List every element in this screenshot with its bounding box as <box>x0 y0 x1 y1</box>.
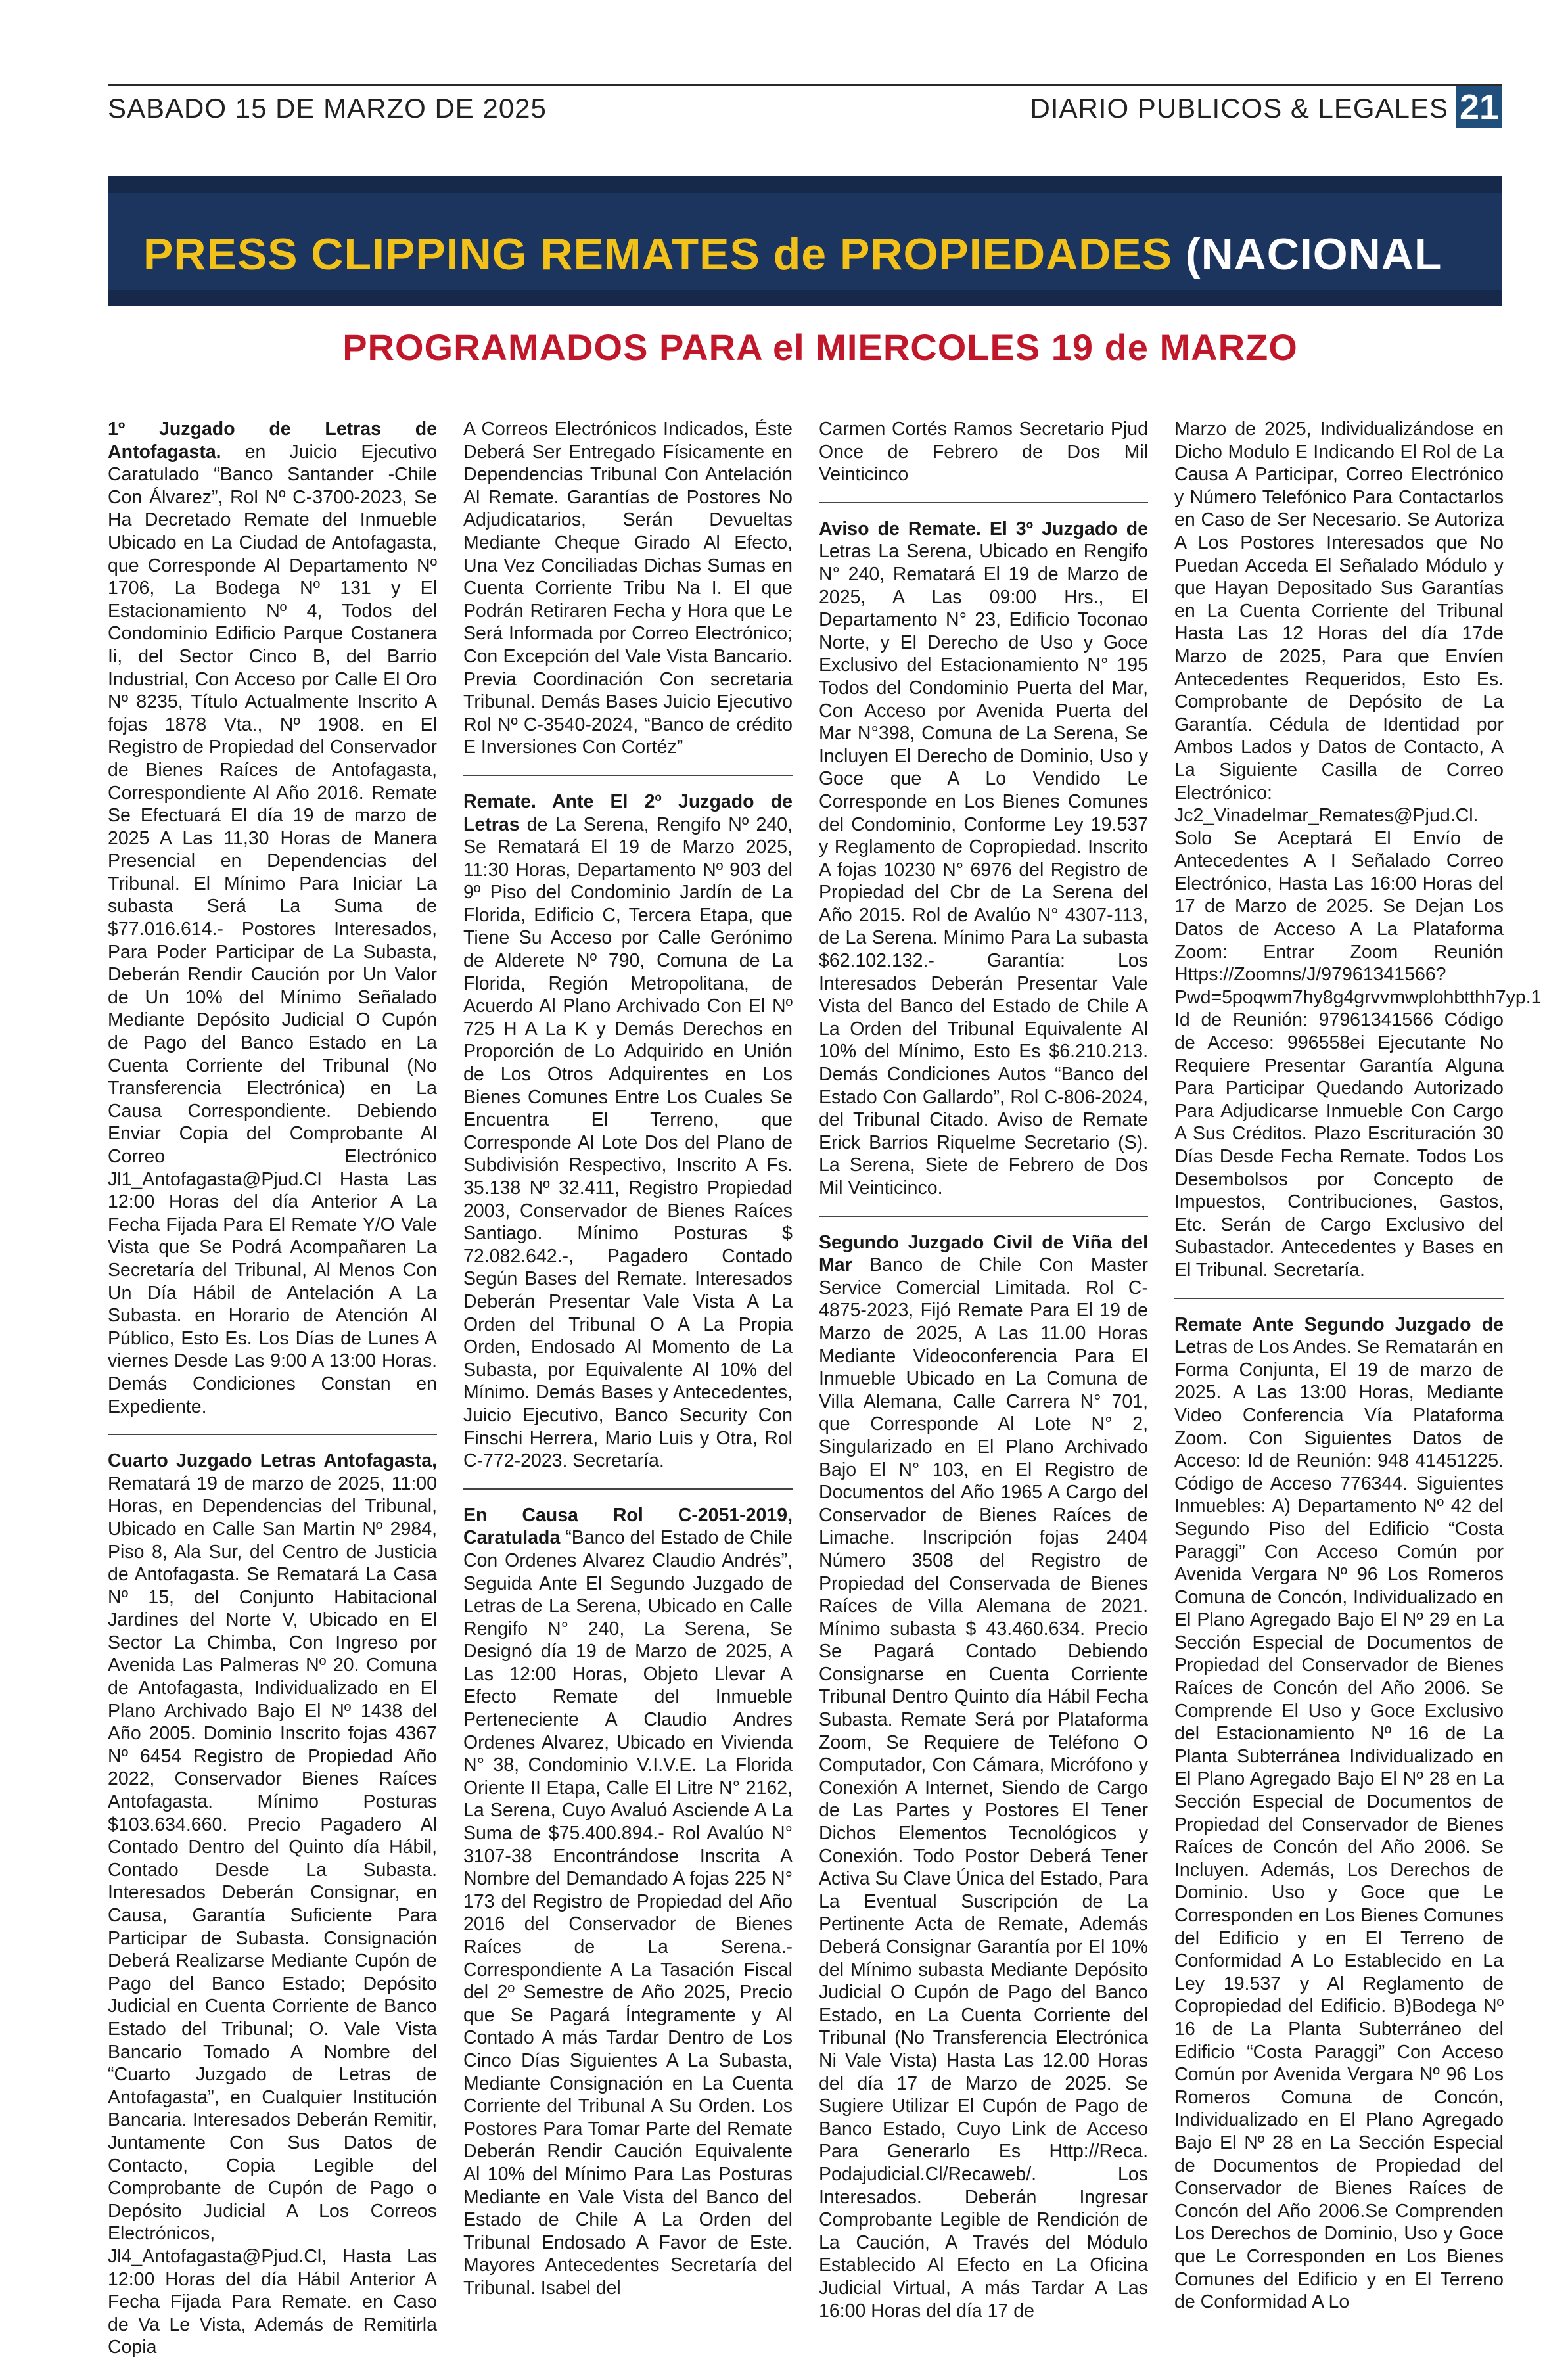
notice-body: de La Serena, Rengifo Nº 240, Se Rematará El 19 de Marzo 2025, 11:30 Horas, Departamento Nº 903 del 9º Piso del Condominio Jardín de La Florida, Edificio C, Tercera Etapa, que Tiene Su Acceso por Calle Gerónimo de Alderete Nº 790, Comuna de La Florida, Región Metropolitana, de Acuerdo Al Plano Archivado Con El Nº 725 H A La K y Demás Derechos en Proporción de Lo Adquirido en Unión de Los Otros Adquirentes en Los Bienes Comunes Entre Los Cuales Se Encuentra El Terreno, que Corresponde Al Lote Dos del Plano de Subdivisión Respectivo, Inscrito A Fs. 35.138 Nº 32.411, Registro Propiedad 2003, Conservador de Bienes Raíces Santiago. Mínimo Posturas $ 72.082.642.-, Pagadero Contado Según Bases del Remate. Interesados Deberán Presentar Vale Vista A La Orden del Tribunal O A La Propia Orden, Endosado Al Momento de La Subasta, por Equivalente Al 10% del Mínimo. Demás Bases y Antecedentes, Juicio Ejecutivo, Banco Security Con Finschi Herrera, Mario Luis y Otra, Rol C-772-2023. Secretaría. <box>463 813 793 1472</box>
notice-body: Rematará 19 de marzo de 2025, 11:00 Horas, en Dependencias del Tribunal, Ubicado en Calle San Martin Nº 2984, Piso 8, Ala Sur, del Centro de Justicia de Antofagasta. Se Rematará La Casa Nº 15, del Conjunto Habitacional Jardines del Norte V, Ubicado en El Sector La Chimba, Con Ingreso por Avenida Las Palmeras Nº 20. Comuna de Antofagasta, Individualizado en El Plano Archivado Bajo El Nº 1438 del Año 2005. Dominio Inscrito fojas 4367 Nº 6454 Registro de Propiedad Año 2022, Conservador Bienes Raíces Antofagasta. Mínimo Posturas $103.634.660. Precio Pagadero Al Contado Dentro del Quinto día Hábil, Contado Desde La Subasta. Interesados Deberán Consignar, en Causa, Garantía Suficiente Para Participar de Subasta. Consignación Deberá Realizarse Mediante Cupón de Pago del Banco Estado; Depósito Judicial en Cuenta Corriente de Banco Estado del Tribunal; O. Vale Vista Bancario Tomado A Nombre del “Cuarto Juzgado de Letras de Antofagasta”, en Cualquier Institución Bancaria. Interesados Deberán Remitir, Juntamente Con Sus Datos de Contacto, Copia Legible del Comprobante de Cupón de Pago o Depósito Judicial A Los Correos Electrónicos, Jl4_Antofagasta@Pjud.Cl, Hasta Las 12:00 Horas del día Hábil Anterior A Fecha Fijada Para Remate. en Caso de Va Le Vista, Además de Remitirla Copia <box>108 1473 437 2358</box>
notice-body: Banco de Chile Con Master Service Comercial Limitada. Rol C-4875-2023, Fijó Remate Para El 19 de Marzo de 2025, A Las 11.00 Horas Mediante Videoconferencia Para El Inmueble Ubicado en La Comuna de Villa Alemana, Calle Carrera N° 701, que Corresponde Al Lote N° 2, Singularizado en El Plano Archivado Bajo El N° 103, en El Registro de Documentos del Año 1965 A Cargo del Conservador de Bienes Raíces de Limache. Inscripción fojas 2404 Número 3508 del Registro de Propiedad del Conservada de Bienes Raíces de Villa Alemana de 2021. Mínimo subasta $ 43.460.634. Precio Se Pagará Contado Debiendo Consignarse en Cuenta Corriente Tribunal Dentro Quinto día Hábil Fecha Subasta. Remate Será por Plataforma Zoom, Se Requiere de Teléfono O Computador, Con Cámara, Micrófono y Conexión A Internet, Siendo de Cargo de Las Partes y Postores El Tener Dichos Elementos Tecnológicos y Conexión. Todo Postor Deberá Tener Activa Su Clave Única del Estado, Para La Eventual Suscripción de La Pertinente Acta de Remate, Además Deberá Consignar Garantía por El 10% del Mínimo subasta Mediante Depósito Judicial O Cupón de Pago del Banco Estado, en La Cuenta Corriente del Tribunal (No Transferencia Electrónica Ni Vale Vista) Hasta Las 12.00 Horas del día 17 de Marzo de 2025. Se Sugiere Utilizar El Cupón de Pago de Banco Estado, Cuyo Link de Acceso Para Generarlo Es Http://Reca. Podajudicial.Cl/Recaweb/. Los Interesados. Deberán Ingresar Comprobante Legible de Rendición de La Caución, A Través del Módulo Establecido Al Efecto en La Oficina Judicial Virtual, A más Tardar A Las 16:00 Horas del día 17 de <box>819 1254 1148 2322</box>
notice-lead: Remate Ante Segundo Juzgado de Le <box>1174 1314 1504 1358</box>
notice-body: A Correos Electrónicos Indicados, Éste Deberá Ser Entregado Físicamente en Dependencias Tribunal Con Antelación Al Remate. Garantías de Postores No Adjudicatarios, Serán Devueltas Mediante Cheque Girado Al Efecto, Una Vez Conciliadas Dichas Sumas en Cuenta Corriente Tribu Na I. El que Podrán Retiraren Fecha y Hora que Le Será Informada por Correo Electrónico; Con Excepción del Vale Vista Bancario. Previa Coordinación Con secretaria Tribunal. Demás Bases Juicio Ejecutivo Rol Nº C-3540-2024, “Banco de crédito E Inversiones Con Cortéz” <box>463 419 793 758</box>
notice-article <box>1174 1298 1504 2314</box>
notice-body: Carmen Cortés Ramos Secretario Pjud Once de Febrero de Dos Mil Veinticinco <box>819 419 1148 486</box>
notice-body: “Banco del Estado de Chile Con Ordenes Alvarez Claudio Andrés”, Seguida Ante El Segundo Juzgado de Letras de La Serena, Ubicado en Calle Rengifo N° 240, La Serena, Se Designó día 19 de Marzo de 2025, A Las 12:00 Horas, Objeto Llevar A Efecto Remate del Inmueble Perteneciente A Claudio Andres Ordenes Alvarez, Ubicado en Vivienda N° 38, Condominio V.I.V.E. La Florida Oriente II Etapa, Calle El Litre N° 2162, La Serena, Cuyo Avaluó Asciende A La Suma de $75.400.894.- Rol Avalúo N° 3107-38 Encontrándose Inscrita A Nombre del Demandado A fojas 225 N° 173 del Registro de Propiedad del Año 2016 del Conservador de Bienes Raíces de La Serena.- Correspondiente A La Tasación Fiscal del 2º Semestre de Año 2025, Precio que Se Pagará Íntegramente y Al Contado A más Tardar Dentro de Los Cinco Días Siguientes A La Subasta, Mediante Consignación en La Cuenta Corriente del Tribunal A Su Orden. Los Postores Para Tomar Parte del Remate Deberán Rendir Caución Equivalente Al 10% del Mínimo Para Las Posturas Mediante en Vale Vista del Banco del Estado de Chile A La Orden del Tribunal Endosado A Favor de Este. Mayores Antecedentes Secretaría del Tribunal. Isabel del <box>463 1527 793 2299</box>
subtitle-text: PROGRAMADOS PARA el MIERCOLES 19 de MARZO <box>342 327 1298 368</box>
notice-article <box>819 1216 1148 2323</box>
column-3 <box>819 418 1148 2322</box>
page-header <box>108 84 1502 131</box>
issue-date: SABADO 15 DE MARZO DE 2025 <box>108 93 547 124</box>
notice-lead: Aviso de Remate. El 3º Juzgado de <box>819 518 1148 539</box>
column-2 <box>463 418 793 2299</box>
section-banner <box>108 176 1502 306</box>
notice-body: tras de Los Andes. Se Rematarán en Forma Conjunta, El 19 de marzo de 2025. A Las 13:00 Horas, Mediante Video Conferencia Vía Plataforma Zoom. Con Siguientes Datos de Acceso: Id de Reunión: 948 41451225. Código de Acceso 776344. Siguientes Inmuebles: A) Departamento Nº 42 del Segundo Piso del Edificio “Costa Paraggi” Con Acceso Común por Avenida Vergara Nº 96 Los Romeros Comuna de Concón, Individualizado en El Plano Agregado Bajo El Nº 29 en La Sección Especial de Documentos de Propiedad del Conservador de Bienes Raíces de Concón del Año 2006. Se Comprende El Uso y Goce Exclusivo del Estacionamiento Nº 16 de La Planta Subterránea Individualizado en El Plano Agregado Bajo El Nº 28 en La Sección Especial de Documentos de Propiedad del Conservador de Bienes Raíces de Concón del Año 2006. Se Incluyen. Además, Los Derechos de Dominio. Uso y Goce que Le Corresponden en Los Bienes Comunes del Edificio y en El Terreno de Conformidad A Lo Establecido en La Ley 19.537 y Al Reglamento de Copropiedad del Edificio. B)Bodega Nº 16 de La Planta Subterráneo del Edificio “Costa Paraggi” Con Acceso Común por Avenida Vergara Nº 96 Los Romeros Comuna de Concón, Individualizado en El Plano Agregado Bajo El Nº 28 en La Sección Especial de Documentos de Propiedad del Conservador de Bienes Raíces de Concón del Año 2006.Se Comprenden Los Derechos de Dominio, Uso y Goce que Le Corresponden en Los Bienes Comunes del Edificio y en El Terreno de Conformidad A Lo <box>1174 1337 1504 2313</box>
notice-body: Marzo de 2025, Individualizándose en Dicho Modulo E Indicando El Rol de La Causa A Participar, Correo Electrónico y Número Telefónico Para Contactarlos en Caso de Ser Necesario. Se Autoriza A Los Postores Interesados que No Puedan Acceda El Señalado Módulo y que Hayan Depositado Sus Garantías en La Cuenta Corriente del Tribunal Hasta Las 12 Horas del día 17de Marzo de 2025, Para que Envíen Antecedentes Requeridos, Esto Es. Comprobante de Depósito de La Garantía. Cédula de Identidad por Ambos Lados y Datos de Contacto, A La Siguiente Casilla de Correo Electrónico: Jc2_Vinadelmar_Remates@Pjud.Cl. Solo Se Aceptará El Envío de Antecedentes A I Señalado Correo Electrónico, Hasta Las 16:00 Horas del 17 de Marzo de 2025. Se Dejan Los Datos de Acceso A La Plataforma Zoom: Entrar Zoom Reunión Https://Zoomns/J/97961341566?Pwd=5poqwm7hy8g4grvvmwplohbtthh7yp.1 Id de Reunión: 97961341566 Código de Acceso: 996558ei Ejecutante No Requiere Presentar Garantía Alguna Para Participar Quedando Autorizado Para Adjudicarse Inmueble Con Cargo A Sus Créditos. Plazo Escrituración 30 Días Desde Fecha Remate. Todos Los Desembolsos por Concepto de Impuestos, Contribuciones, Gastos, Etc. Serán de Cargo Exclusivo del Subastador. Antecedentes y Bases en El Tribunal. Secretaría. <box>1174 419 1542 1281</box>
notice-article <box>463 1488 793 2300</box>
notice-lead: Segundo Juzgado Civil de Viña del Mar <box>819 1231 1148 1276</box>
notice-article <box>463 418 793 759</box>
notice-lead: Cuarto Juzgado Letras Antofagasta, <box>108 1450 437 1472</box>
notice-lead: Remate. Ante El 2º Juzgado de Letras <box>463 790 793 835</box>
notice-article <box>463 775 793 1473</box>
notice-article <box>108 418 437 1418</box>
publication-name: DIARIO PUBLICOS & LEGALES <box>1030 93 1448 124</box>
notice-article <box>819 418 1148 486</box>
notice-lead: En Causa Rol C-2051-2019, Caratulada <box>463 1504 793 1549</box>
notice-article <box>1174 418 1542 1282</box>
banner-title-main: PRESS CLIPPING REMATES de PROPIEDADES <box>143 229 1173 279</box>
banner-title <box>143 229 1442 280</box>
notice-article <box>108 1434 437 2359</box>
column-1 <box>108 418 437 2358</box>
article-columns <box>108 418 1542 2358</box>
notice-lead: 1º Juzgado de Letras de Antofagasta. <box>108 419 437 463</box>
column-4 <box>1174 418 1542 2313</box>
notice-article <box>819 502 1148 1200</box>
page-number-badge: 21 <box>1456 86 1502 128</box>
banner-title-region: (NACIONAL <box>1185 229 1442 279</box>
notice-body: en Juicio Ejecutivo Caratulado “Banco Santander -Chile Con Álvarez”, Rol Nº C-3700-2023, Se Ha Decretado Remate del Inmueble Ubicado en La Ciudad de Antofagasta, que Corresponde Al Departamento Nº 1706, La Bodega Nº 131 y El Estacionamiento Nº 4, Todos del Condominio Edificio Parque Costanera Ii, del Sector Cinco B, del Barrio Industrial, Con Acceso por Calle El Oro Nº 8235, Título Actualmente Inscrito A fojas 1878 Vta., Nº 1908. en El Registro de Propiedad del Conservador de Bienes Raíces de Antofagasta, Correspondiente Al Año 2016. Remate Se Efectuará El día 19 de marzo de 2025 A Las 11,30 Horas de Manera Presencial en Dependencias del Tribunal. El Mínimo Para Iniciar La subasta Será La Suma de $77.016.614.- Postores Interesados, Para Poder Participar de La Subasta, Deberán Rendir Caución por Un Valor de Un 10% del Mínimo Señalado Mediante Depósito Judicial O Cupón de Pago del Banco Estado en La Cuenta Corriente del Tribunal (No Transferencia Electrónica) en La Causa Correspondiente. Debiendo Enviar Copia del Comprobante Al Correo Electrónico Jl1_Antofagasta@Pjud.Cl Hasta Las 12:00 Horas del día Anterior A La Fecha Fijada Para El Remate Y/O Vale Vista que Se Podrá Acompañaren La Secretaría del Tribunal, Al Menos Con Un Día Hábil de Antelación A La Subasta. en Horario de Atención Al Público, Esto Es. Los Días de Lunes A viernes Desde Las 9:00 A 13:00 Horas. Demás Condiciones Constan en Expediente. <box>108 441 437 1417</box>
notice-body: Letras La Serena, Ubicado en Rengifo N° 240, Rematará El 19 de Marzo de 2025, A Las 09:00 Hrs., El Departamento N° 23, Edificio Toconao Norte, y El Derecho de Uso y Goce Exclusivo del Estacionamiento N° 195 Todos del Condominio Puerta del Mar, Con Acceso por Avenida Puerta del Mar N°398, Comuna de La Serena, Se Incluyen El Derecho de Dominio, Uso y Goce que A Lo Vendido Le Corresponde en Los Bienes Comunes del Condominio, Conforme Ley 19.537 y Reglamento de Copropiedad. Inscrito A fojas 10230 N° 6976 del Registro de Propiedad del Cbr de La Serena del Año 2015. Rol de Avalúo N° 4307-113, de La Serena. Mínimo Para La subasta $62.102.132.- Garantía: Los Interesados Deberán Presentar Vale Vista del Banco del Estado de Chile A La Orden del Tribunal Equivalente Al 10% del Mínimo, Esto Es $6.210.213. Demás Condiciones Autos “Banco del Estado Con Gallardo”, Rol C-806-2024, del Tribunal Citado. Aviso de Remate Erick Barrios Riquelme Secretario (S). La Serena, Siete de Febrero de Dos Mil Veinticinco. <box>819 541 1148 1199</box>
section-subtitle <box>0 326 1568 369</box>
